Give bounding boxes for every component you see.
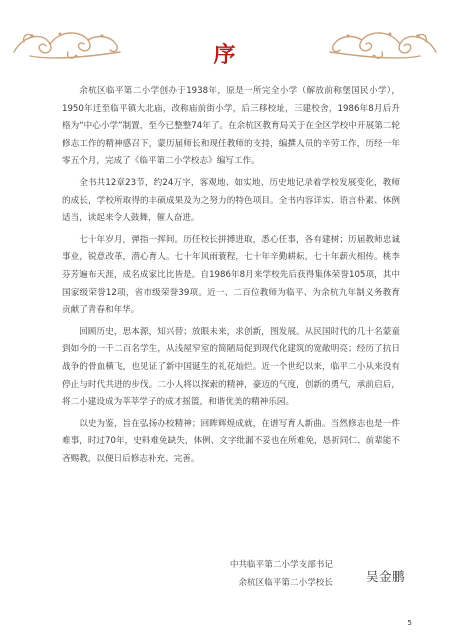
- paragraph-2: 全书共12章23节，约24万字，客观地、如实地、历史地记录着学校发展变化，教师的成长，学校所取得的丰硕成果及为之努力的特色项目。全书内容详实、语言朴素、体例适当，读起来令人鼓舞，催人奋进。: [62, 177, 400, 224]
- signature-titles: [230, 557, 333, 592]
- signature-block: [155, 557, 405, 601]
- paragraph-4: 回顾历史，思本源，知兴替；放眼未来，求创新，图发展。从民国时代的几十名蒙童到如今的一千二百名学生，从浅屋窄室的简陋局促到现代化建筑的宽敞明亮；经历了抗日战争的骨血横飞，也见证了新中国诞生的礼花灿烂。近一个世纪以来，临平二小从来没有停止与时代共进的步伐。二小人将以探索的精神，豪迈的气度，创新的勇气，承前启后，将二小建设成为莘莘学子的成才摇篮，和谐优美的精神乐园。: [62, 326, 400, 408]
- paragraph-5: 以史为鉴，旨在弘扬办校精神；回眸辉煌成就，在谱写育人新曲。当然修志也是一件难事，时过70年，史料难免缺失，体例、文字纰漏不妥也在所难免，恳祈同仁、前辈能不吝赐教，以便日后修志补充、完善。: [62, 418, 400, 464]
- signature-title-principal: 余杭区临平第二小学校长: [238, 577, 333, 588]
- page-title: 序: [213, 42, 237, 68]
- signature-title-party-secretary: 中共临平第二小学支部书记: [229, 560, 333, 570]
- preface-body: [62, 83, 400, 472]
- paragraph-3: 七十年岁月，弹指一挥间。历任校长拼搏进取，悉心任事，各有建树；历届教师忠诚事业，锐意改革，潜心育人。七十年风雨蓑程，七十年辛勤耕耘，七十年薪火相传。桃李芬芳遍布天涯，成名成家比比皆是。自1986年8月来学校先后获得集体荣誉105项，其中国家级荣誉12项，省市级荣誉39项。近一、二百位教师为临平、为余杭九年制义务教育贡献了青春和年华。: [62, 234, 400, 316]
- signature-name: 吴金鹏: [365, 569, 405, 584]
- paragraph-1: 余杭区临平第二小学创办于1938年，原是一所完全小学（解放前称堡国民小学），1950年迁至临平镇大北庙，改称庙前街小学，后三移校址，三建校舍，1986年8月后升格为“中心小学”制置，至今已整整74年了。在余杭区教育局关于在全区学校中开展第二轮修志工作的精神感召下，蒙历届师长和现任教师的支持，编撰人员的辛劳工作，历经一年零五个月，完成了《临平第二小学校志》编写工作。: [62, 86, 400, 167]
- page-number: 5: [407, 619, 412, 627]
